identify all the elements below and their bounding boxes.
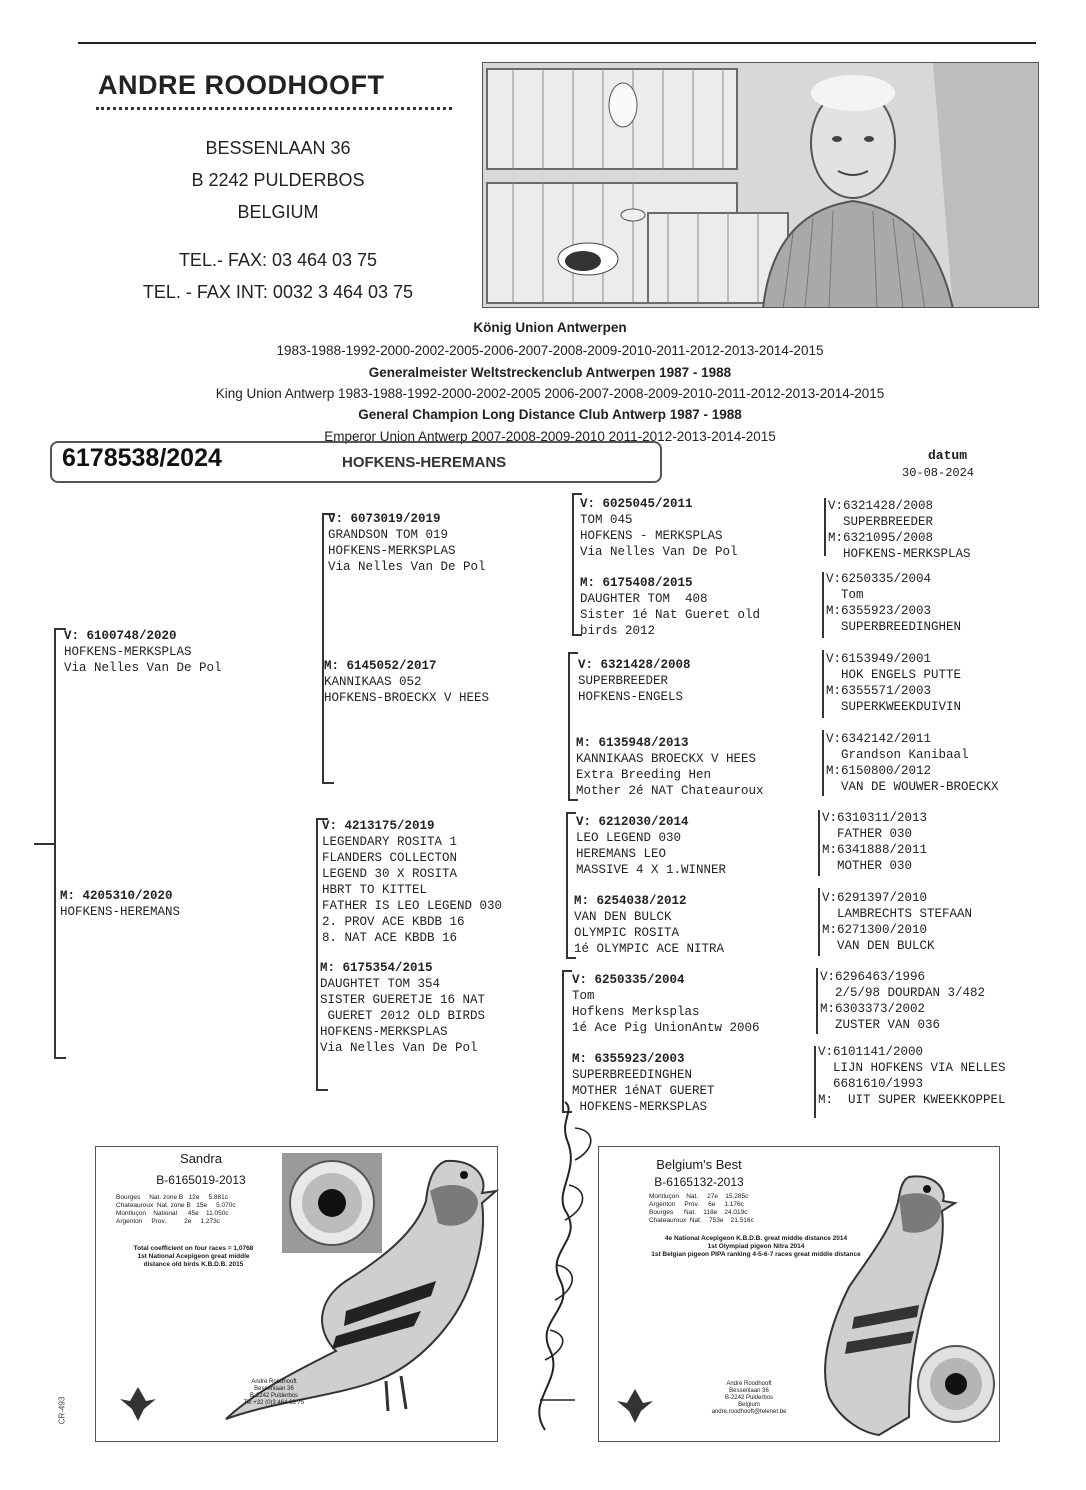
ped-line: FATHER IS LEO LEGEND 030 xyxy=(322,899,503,913)
card-ring: B-6165019-2013 xyxy=(156,1173,246,1187)
ped-line: HOFKENS-HEREMANS xyxy=(60,905,181,919)
ped-line: MOTHER 1éNAT GUERET xyxy=(572,1084,715,1098)
subject-name: HOFKENS-HEREMANS xyxy=(342,454,507,471)
card-title: Sandra xyxy=(180,1151,222,1166)
ped-g3-5 xyxy=(576,814,726,878)
ped-line: FLANDERS COLLECTON xyxy=(322,851,458,865)
ped-line: HOFKENS-MERKSPLAS xyxy=(828,547,971,561)
ped-line: Grandson Kanibaal xyxy=(826,748,969,762)
ped-line: HOFKENS-BROECKX V HEES xyxy=(324,691,490,705)
ped-line: FATHER 030 xyxy=(822,827,913,841)
ped-line: Tom xyxy=(572,989,595,1003)
ped-line: HOFKENS-MERKSPLAS xyxy=(64,645,192,659)
ped-line: HOFKENS-MERKSPLAS xyxy=(320,1025,448,1039)
note-line: distance old birds K.B.D.B. 2015 xyxy=(143,1261,244,1268)
address-street: BESSENLAAN 36 xyxy=(205,138,351,158)
ped-line: VAN DEN BULCK xyxy=(574,910,672,924)
ped-line: M:6303373/2002 xyxy=(820,1002,926,1016)
card-ring: B-6165132-2013 xyxy=(654,1175,744,1189)
connector xyxy=(54,628,56,1058)
connector xyxy=(824,498,826,556)
result-row: Bourges Nat. 118e 24.019c xyxy=(649,1209,748,1216)
tel-fax-int: TEL. - FAX INT: 0032 3 464 03 75 xyxy=(142,282,414,302)
ped-g4-5 xyxy=(822,810,927,874)
ped-g4-8 xyxy=(818,1044,1006,1108)
honor-line-1: König Union Antwerpen xyxy=(473,320,627,335)
eye-image xyxy=(915,1343,997,1425)
ped-line: M:6321095/2008 xyxy=(828,531,934,545)
ped-ring: V: 4213175/2019 xyxy=(322,819,435,833)
ped-ring: M: 6145052/2017 xyxy=(324,659,437,673)
ped-ring: V: 6025045/2011 xyxy=(580,497,693,511)
footer-line: Bessenlaan 36 xyxy=(254,1386,294,1392)
ped-line: Hofkens Merksplas xyxy=(572,1005,700,1019)
ped-line: V:6101141/2000 xyxy=(818,1045,924,1059)
ped-line: HEREMANS LEO xyxy=(576,847,667,861)
ped-g3-6 xyxy=(574,893,724,957)
ped-g2-4 xyxy=(320,960,485,1056)
connector xyxy=(54,1057,66,1059)
datum-value: 30-08-2024 xyxy=(902,466,975,480)
ped-line: V:6342142/2011 xyxy=(826,732,932,746)
note-line: Total coefficient on four races = 1,0768 xyxy=(133,1245,254,1252)
owner-name: ANDRE ROODHOOFT xyxy=(98,70,385,100)
footer-line: André Roodhooft xyxy=(251,1379,297,1385)
ped-ring: V: 6100748/2020 xyxy=(64,629,177,643)
ped-g3-2 xyxy=(580,575,760,639)
ped-ring: M: 6175408/2015 xyxy=(580,576,693,590)
ped-line: GUERET 2012 OLD BIRDS xyxy=(320,1009,486,1023)
connector xyxy=(568,652,578,654)
ped-line: SUPERBREEDER xyxy=(828,515,934,529)
note-line: 4e National Acepigeon K.B.D.B. great middle distance 2014 xyxy=(664,1235,848,1242)
ped-line: 1é OLYMPIC ACE NITRA xyxy=(574,942,725,956)
connector xyxy=(34,843,56,845)
connector xyxy=(572,493,582,495)
result-row: Argenton Prov. 2e 1.273c xyxy=(116,1218,220,1225)
ped-ring: V: 6250335/2004 xyxy=(572,973,685,987)
footer-line: André Roodhooft xyxy=(726,1381,772,1387)
side-code: CR-493 xyxy=(57,1396,67,1425)
ped-ring: M: 4205310/2020 xyxy=(60,889,173,903)
ped-ring: V: 6321428/2008 xyxy=(578,658,691,672)
ped-line: ZUSTER VAN 036 xyxy=(820,1018,941,1032)
connector xyxy=(566,957,576,959)
address-city: B 2242 PULDERBOS xyxy=(191,170,365,190)
connector xyxy=(316,1089,328,1091)
logo-icon xyxy=(118,1383,158,1423)
ped-line: HOFKENS-ENGELS xyxy=(578,690,684,704)
ped-line: LAMBRECHTS STEFAAN xyxy=(822,907,973,921)
connector xyxy=(816,968,818,1034)
connector xyxy=(568,799,578,801)
connector xyxy=(572,493,574,635)
ped-g2-1 xyxy=(328,511,486,575)
ped-line: 2/5/98 DOURDAN 3/482 xyxy=(820,986,986,1000)
ped-line: Via Nelles Van De Pol xyxy=(64,661,222,675)
subject-ring: 6178538/2024 xyxy=(62,444,222,472)
ped-line: SISTER GUERETJE 16 NAT xyxy=(320,993,486,1007)
ped-line: V:6310311/2013 xyxy=(822,811,928,825)
ped-line: M: UIT SUPER KWEEKKOPPEL xyxy=(818,1093,1006,1107)
ped-line: Tom xyxy=(826,588,864,602)
card-results xyxy=(649,1193,754,1225)
ped-line: MASSIVE 4 X 1.WINNER xyxy=(576,863,727,877)
ped-line: Mother 2é NAT Chateauroux xyxy=(576,784,764,798)
ped-g1-sire xyxy=(64,628,222,676)
ped-line: OLYMPIC ROSITA xyxy=(574,926,680,940)
ped-line: 2. PROV ACE KBDB 16 xyxy=(322,915,465,929)
ped-line: KANNIKAAS BROECKX V HEES xyxy=(576,752,757,766)
ped-line: M:6341888/2011 xyxy=(822,843,928,857)
note-line: 1st Olympiad pigeon Nitra 2014 xyxy=(707,1243,805,1250)
ped-ring: M: 6254038/2012 xyxy=(574,894,687,908)
ped-line: Extra Breeding Hen xyxy=(576,768,712,782)
footer-line: andre.roodhooft@telenet.be xyxy=(711,1409,787,1415)
ped-line: SUPERKWEEKDUIVIN xyxy=(826,700,962,714)
top-rule xyxy=(78,42,1036,44)
ped-line: M:6355571/2003 xyxy=(826,684,932,698)
datum-label: datum xyxy=(928,448,968,463)
connector xyxy=(566,812,576,814)
connector xyxy=(818,810,820,876)
ped-line: HOK ENGELS PUTTE xyxy=(826,668,962,682)
footer-line: B-2242 Pulderbos xyxy=(249,1393,299,1399)
honor-line-3: Generalmeister Weltstreckenclub Antwerpen 1987 - 1988 xyxy=(368,365,732,380)
connector xyxy=(322,782,334,784)
card-belgiums-best xyxy=(598,1146,1000,1442)
result-row: Argenton Prov. 6e 1.176c xyxy=(649,1201,744,1208)
address-country: BELGIUM xyxy=(237,202,319,222)
ped-line: SUPERBREEDER xyxy=(578,674,669,688)
ped-line: M:6150800/2012 xyxy=(826,764,932,778)
honor-line-4: King Union Antwerp 1983-1988-1992-2000-2002-2005 2006-2007-2008-2009-2010-2011-2012-2013-2014-2015 xyxy=(215,386,885,401)
ped-line: DAUGHTER TOM 408 xyxy=(580,592,708,606)
connector xyxy=(322,513,324,783)
connector xyxy=(822,650,824,718)
ped-line: Via Nelles Van De Pol xyxy=(580,545,738,559)
ped-g4-1 xyxy=(828,498,971,562)
ped-line: V:6153949/2001 xyxy=(826,652,932,666)
ped-g3-7 xyxy=(572,972,760,1036)
ped-g2-3 xyxy=(322,818,502,946)
ped-g3-1 xyxy=(580,496,738,560)
footer-line: Tel +32 (0)3 464 03 75 xyxy=(243,1400,305,1406)
connector xyxy=(818,888,820,956)
ped-line: KANNIKAAS 052 xyxy=(324,675,422,689)
ped-line: GRANDSON TOM 019 xyxy=(328,528,449,542)
ped-line: VAN DE WOUWER-BROECKX xyxy=(826,780,999,794)
ped-line: LEGENDARY ROSITA 1 xyxy=(322,835,458,849)
result-row: Bourges Nat. zone B 12e 5.881c xyxy=(116,1194,229,1201)
ped-ring: M: 6355923/2003 xyxy=(572,1052,685,1066)
card-title: Belgium's Best xyxy=(656,1157,742,1172)
ped-line: M:6271300/2010 xyxy=(822,923,928,937)
ped-g1-dam xyxy=(60,888,180,920)
ped-line: LEO LEGEND 030 xyxy=(576,831,682,845)
ped-g2-2 xyxy=(324,658,489,706)
connector xyxy=(822,730,824,796)
ped-line: Via Nelles Van De Pol xyxy=(320,1041,478,1055)
ped-line: MOTHER 030 xyxy=(822,859,913,873)
ped-line: V:6291397/2010 xyxy=(822,891,928,905)
ped-line: M:6355923/2003 xyxy=(826,604,932,618)
connector xyxy=(822,572,824,638)
ped-ring: V: 6073019/2019 xyxy=(328,512,441,526)
connector xyxy=(316,818,318,1090)
card-footer xyxy=(214,1379,334,1407)
footer-line: B-2242 Pulderbos xyxy=(724,1395,774,1401)
dotted-divider xyxy=(96,107,452,110)
connector xyxy=(568,652,570,800)
card-sandra xyxy=(95,1146,498,1442)
ped-line: 8. NAT ACE KBDB 16 xyxy=(322,931,458,945)
ped-line: Sister 1é Nat Gueret old xyxy=(580,608,761,622)
ped-g4-6 xyxy=(822,890,972,954)
ped-line: 1é Ace Pig UnionAntw 2006 xyxy=(572,1021,760,1035)
honor-line-5: General Champion Long Distance Club Antwerp 1987 - 1988 xyxy=(358,407,742,422)
ped-ring: V: 6212030/2014 xyxy=(576,815,689,829)
footer-line: Belgium xyxy=(738,1402,760,1408)
ped-g3-3 xyxy=(578,657,691,705)
footer-line: Bessenlaan 36 xyxy=(729,1388,769,1394)
ped-line: SUPERBREEDINGHEN xyxy=(826,620,962,634)
ped-line: HBRT TO KITTEL xyxy=(322,883,428,897)
ped-line: V:6250335/2004 xyxy=(826,572,932,586)
ped-line: 6681610/1993 xyxy=(818,1077,924,1091)
card-footer xyxy=(689,1381,809,1416)
honor-line-6: Emperor Union Antwerp 2007-2008-2009-2010 2011-2012-2013-2014-2015 xyxy=(324,429,776,444)
connector xyxy=(566,812,568,958)
logo-icon xyxy=(615,1385,655,1425)
note-line: 1st National Acepigeon great middle xyxy=(137,1253,250,1260)
result-row: Chateauroux Nat. zone B 15e 5.070c xyxy=(116,1202,236,1209)
ped-g4-7 xyxy=(820,969,985,1033)
ped-line: Via Nelles Van De Pol xyxy=(328,560,486,574)
ped-g4-2 xyxy=(826,571,961,635)
ped-line: V:6321428/2008 xyxy=(828,499,934,513)
ped-g3-4 xyxy=(576,735,764,799)
ped-line: V:6296463/1996 xyxy=(820,970,926,984)
ped-line: birds 2012 xyxy=(580,624,656,638)
ped-line: HOFKENS - MERKSPLAS xyxy=(580,529,723,543)
ped-line: HOFKENS-MERKSPLAS xyxy=(572,1100,708,1114)
ped-ring: M: 6175354/2015 xyxy=(320,961,433,975)
ped-line: SUPERBREEDINGHEN xyxy=(572,1068,693,1082)
ped-line: LEGEND 30 X ROSITA xyxy=(322,867,458,881)
connector xyxy=(562,970,564,1112)
connector xyxy=(562,970,572,972)
ped-line: TOM 045 xyxy=(580,513,633,527)
result-row: Montluçon Nat. 27e 15.285c xyxy=(649,1193,749,1200)
ped-line: HOFKENS-MERKSPLAS xyxy=(328,544,456,558)
ped-line: DAUGHTET TOM 354 xyxy=(320,977,441,991)
ped-ring: M: 6135948/2013 xyxy=(576,736,689,750)
note-line: 1st Belgian pigeon PIPA ranking 4-5-6-7 races great middle distance xyxy=(651,1251,861,1258)
owner-photo xyxy=(482,62,1039,308)
result-row: Chateauroux Nat. 753e 21.516c xyxy=(649,1217,754,1224)
result-row: Montluçon National 45e 11.050c xyxy=(116,1210,229,1217)
connector xyxy=(814,1046,816,1118)
ped-g4-4 xyxy=(826,731,999,795)
ped-g4-3 xyxy=(826,651,961,715)
tel-fax: TEL.- FAX: 03 464 03 75 xyxy=(178,250,378,270)
ped-line: VAN DEN BULCK xyxy=(822,939,935,953)
ped-line: LIJN HOFKENS VIA NELLES xyxy=(818,1061,1006,1075)
honor-line-2: 1983-1988-1992-2000-2002-2005-2006-2007-2008-2009-2010-2011-2012-2013-2014-2015 xyxy=(276,343,824,358)
